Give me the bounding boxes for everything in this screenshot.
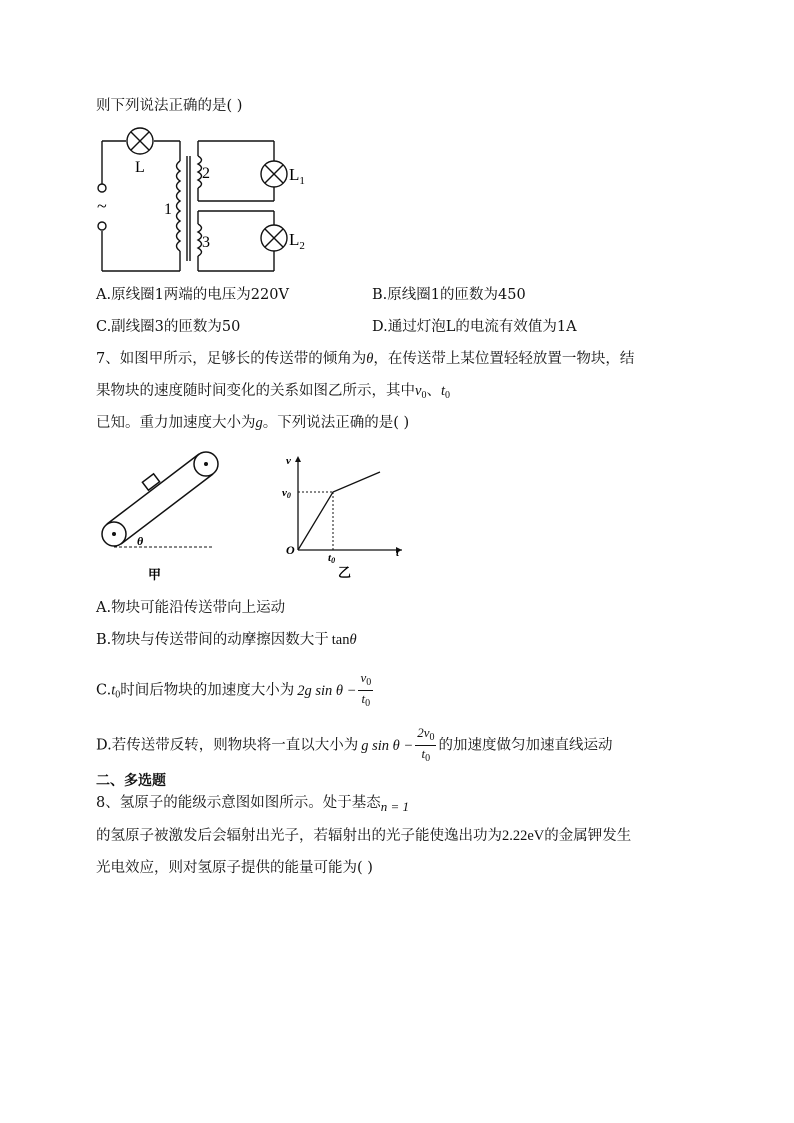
- caption-jia: 甲: [148, 567, 162, 582]
- velocity-time-graph: [280, 450, 410, 582]
- q6-option-a: A.原线圈1两端的电压为220V: [96, 287, 289, 303]
- label-coil-3: 3: [202, 234, 210, 251]
- d-fraction: $\frac{2v_0}{t_0}$: [417, 725, 435, 764]
- q7-option-d: D.若传送带反转，则物块将一直以大小为 g sin θ − $\frac{2v_0}{t_0}$ 的加速度做匀加速直线运动: [96, 725, 613, 764]
- t0-label: t0: [328, 552, 336, 565]
- q7-stem-line3: 已知。重力加速度大小为g。下列说法正确的是( ): [96, 415, 410, 431]
- label-L1: $L_1$: [289, 165, 305, 187]
- label-L2: $L_2$: [289, 230, 305, 252]
- label-coil-1: 1: [164, 201, 172, 218]
- label-L: L: [135, 159, 145, 176]
- label-theta: θ: [137, 534, 144, 548]
- q7-option-a: A.物块可能沿传送带向上运动: [96, 600, 286, 616]
- q6-option-d: D.通过灯泡L的电流有效值为1A: [372, 319, 577, 335]
- q6-option-c: C.副线圈3的匝数为50: [96, 319, 241, 335]
- axis-t-label: t: [396, 547, 400, 559]
- q6-stem: 则下列说法正确的是( ): [96, 98, 243, 114]
- c-fraction: $\frac{v_0}{t_0}$: [360, 670, 372, 709]
- q7-option-c: $C.t_0$时间后物块的加速度大小为 2g sin θ − $\frac{v_0}{t_0}$: [96, 670, 372, 709]
- q6-option-b: B.原线圈1的匝数为450: [372, 287, 526, 303]
- q7-option-b: B.物块与传送带间的动摩擦因数大于 tanθ: [96, 632, 357, 648]
- lamp-L1-icon: [261, 161, 287, 187]
- q8-line1: 8、氢原子的能级示意图如图所示。处于基态n = 1: [96, 795, 410, 814]
- transformer-circuit-figure: [92, 126, 322, 276]
- section-title-multi-choice: 二、多选题: [96, 773, 166, 789]
- lamp-L2-icon: [261, 225, 287, 251]
- conveyor-belt-figure: [92, 444, 222, 584]
- label-coil-2: 2: [202, 165, 210, 182]
- q8-line2: 的氢原子被激发后会辐射出光子，若辐射出的光子能使逸出功为2.22eV的金属钾发生: [96, 828, 632, 844]
- label-ac-source: ~: [97, 196, 107, 216]
- q8-line3: 光电效应，则对氢原子提供的能量可能为( ): [96, 860, 373, 876]
- caption-yi: 乙: [338, 565, 352, 580]
- axis-v-label: v: [286, 455, 291, 467]
- v0-label: v0: [282, 487, 291, 500]
- origin-label: O: [286, 543, 295, 557]
- q7-stem-line1: 7、如图甲所示，足够长的传送带的倾角为θ，在传送带上某位置轻轻放置一物块，结: [96, 351, 635, 367]
- q7-stem-line2: 果物块的速度随时间变化的关系如图乙所示，其中$v_0$、$t_0$: [96, 383, 450, 401]
